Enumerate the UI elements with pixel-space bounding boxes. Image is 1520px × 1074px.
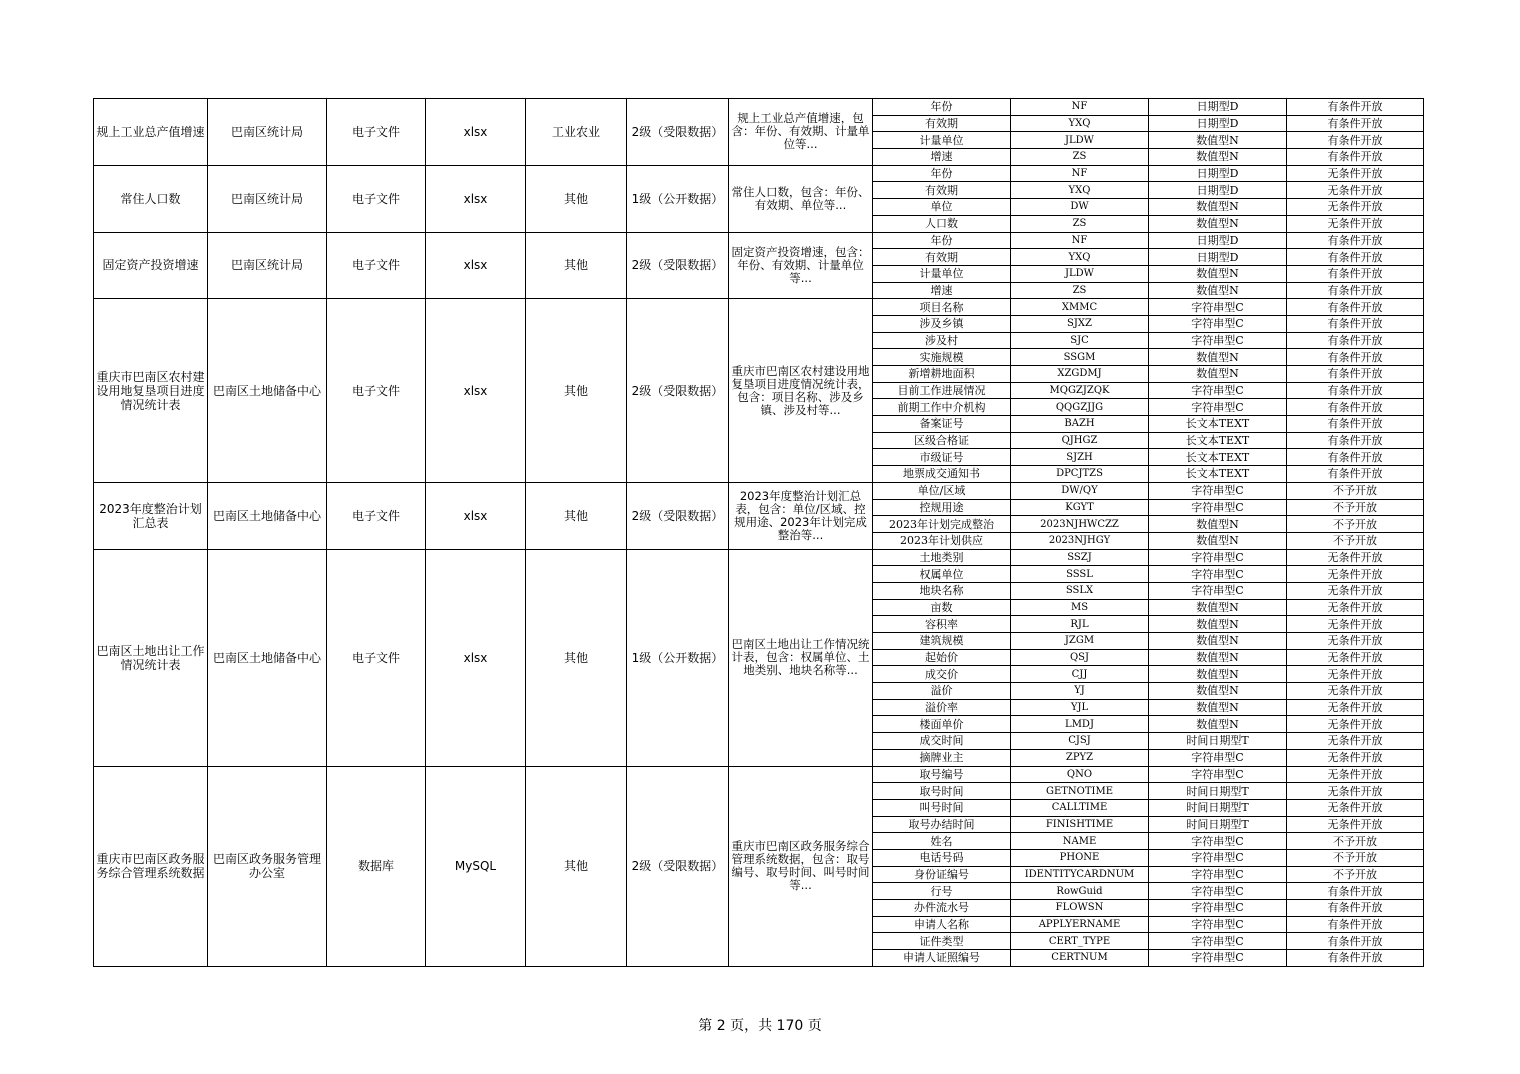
- field-name-cell: 成交价: [873, 666, 1011, 683]
- carrier-cell: 电子文件: [327, 299, 426, 483]
- format-cell: xlsx: [426, 232, 526, 299]
- field-code-cell: ZS: [1011, 149, 1149, 166]
- field-code-cell: QNO: [1011, 766, 1149, 783]
- carrier-cell: 电子文件: [327, 99, 426, 166]
- field-code-cell: SJC: [1011, 332, 1149, 349]
- field-type-cell: 时间日期型T: [1149, 733, 1287, 750]
- field-type-cell: 数值型N: [1149, 716, 1287, 733]
- field-code-cell: DW: [1011, 199, 1149, 216]
- category-cell: 其他: [526, 766, 627, 966]
- field-code-cell: JZGM: [1011, 633, 1149, 650]
- field-type-cell: 数值型N: [1149, 683, 1287, 700]
- field-code-cell: YXQ: [1011, 182, 1149, 199]
- field-code-cell: NF: [1011, 165, 1149, 182]
- level-cell: 2级（受限数据）: [627, 99, 729, 166]
- field-open-cell: 有条件开放: [1287, 416, 1424, 433]
- field-open-cell: 无条件开放: [1287, 566, 1424, 583]
- field-type-cell: 日期型D: [1149, 249, 1287, 266]
- level-cell: 1级（公开数据）: [627, 165, 729, 232]
- field-code-cell: FINISHTIME: [1011, 816, 1149, 833]
- level-cell: 2级（受限数据）: [627, 766, 729, 966]
- field-type-cell: 数值型N: [1149, 516, 1287, 533]
- page-footer: 第 2 页，共 170 页: [698, 1018, 822, 1034]
- field-type-cell: 数值型N: [1149, 132, 1287, 149]
- department-cell: 巴南区土地储备中心: [208, 482, 327, 549]
- dataset-name-cell: 2023年度整治计划汇总表: [94, 482, 208, 549]
- field-code-cell: IDENTITYCARDNUM: [1011, 866, 1149, 883]
- field-type-cell: 字符串型C: [1149, 883, 1287, 900]
- field-type-cell: 数值型N: [1149, 633, 1287, 650]
- field-type-cell: 字符串型C: [1149, 849, 1287, 866]
- table-row: [94, 165, 1424, 182]
- field-code-cell: NF: [1011, 99, 1149, 116]
- field-open-cell: 有条件开放: [1287, 132, 1424, 149]
- field-open-cell: 有条件开放: [1287, 249, 1424, 266]
- field-type-cell: 时间日期型T: [1149, 816, 1287, 833]
- summary-cell: 巴南区土地出让工作情况统计表，包含：权属单位、土地类别、地块名称等...: [729, 549, 873, 766]
- field-code-cell: BAZH: [1011, 416, 1149, 433]
- field-code-cell: RowGuid: [1011, 883, 1149, 900]
- field-name-cell: 申请人名称: [873, 916, 1011, 933]
- field-open-cell: 有条件开放: [1287, 349, 1424, 366]
- field-code-cell: GETNOTIME: [1011, 783, 1149, 800]
- field-open-cell: 无条件开放: [1287, 716, 1424, 733]
- field-open-cell: 不予开放: [1287, 849, 1424, 866]
- field-open-cell: 无条件开放: [1287, 599, 1424, 616]
- field-open-cell: 无条件开放: [1287, 549, 1424, 566]
- field-open-cell: 有条件开放: [1287, 99, 1424, 116]
- field-type-cell: 日期型D: [1149, 232, 1287, 249]
- field-name-cell: 项目名称: [873, 299, 1011, 316]
- field-open-cell: 不予开放: [1287, 532, 1424, 549]
- field-code-cell: ZS: [1011, 215, 1149, 232]
- field-open-cell: 无条件开放: [1287, 783, 1424, 800]
- field-name-cell: 有效期: [873, 115, 1011, 132]
- field-name-cell: 起始价: [873, 649, 1011, 666]
- field-type-cell: 日期型D: [1149, 115, 1287, 132]
- field-code-cell: LMDJ: [1011, 716, 1149, 733]
- field-open-cell: 有条件开放: [1287, 299, 1424, 316]
- level-cell: 1级（公开数据）: [627, 549, 729, 766]
- dataset-name-cell: 规上工业总产值增速: [94, 99, 208, 166]
- field-type-cell: 字符串型C: [1149, 382, 1287, 399]
- summary-cell: 重庆市巴南区政务服务综合管理系统数据，包含：取号编号、取号时间、叫号时间等...: [729, 766, 873, 966]
- field-code-cell: QJHGZ: [1011, 432, 1149, 449]
- field-type-cell: 时间日期型T: [1149, 783, 1287, 800]
- carrier-cell: 电子文件: [327, 165, 426, 232]
- field-open-cell: 无条件开放: [1287, 683, 1424, 700]
- field-type-cell: 数值型N: [1149, 349, 1287, 366]
- table-row: [94, 232, 1424, 249]
- department-cell: 巴南区政务服务管理办公室: [208, 766, 327, 966]
- field-code-cell: MS: [1011, 599, 1149, 616]
- field-open-cell: 有条件开放: [1287, 916, 1424, 933]
- field-type-cell: 数值型N: [1149, 149, 1287, 166]
- field-name-cell: 计量单位: [873, 132, 1011, 149]
- field-type-cell: 数值型N: [1149, 599, 1287, 616]
- carrier-cell: 数据库: [327, 766, 426, 966]
- field-type-cell: 字符串型C: [1149, 766, 1287, 783]
- dataset-name-cell: 固定资产投资增速: [94, 232, 208, 299]
- field-open-cell: 有条件开放: [1287, 232, 1424, 249]
- field-type-cell: 日期型D: [1149, 99, 1287, 116]
- field-name-cell: 目前工作进展情况: [873, 382, 1011, 399]
- field-open-cell: 有条件开放: [1287, 900, 1424, 917]
- field-code-cell: JLDW: [1011, 265, 1149, 282]
- field-type-cell: 日期型D: [1149, 182, 1287, 199]
- field-type-cell: 字符串型C: [1149, 332, 1287, 349]
- field-type-cell: 字符串型C: [1149, 399, 1287, 416]
- field-code-cell: 2023NJHGY: [1011, 532, 1149, 549]
- field-name-cell: 年份: [873, 99, 1011, 116]
- field-open-cell: 无条件开放: [1287, 633, 1424, 650]
- field-name-cell: 人口数: [873, 215, 1011, 232]
- field-name-cell: 增速: [873, 149, 1011, 166]
- field-name-cell: 新增耕地面积: [873, 366, 1011, 383]
- field-type-cell: 数值型N: [1149, 616, 1287, 633]
- department-cell: 巴南区土地储备中心: [208, 299, 327, 483]
- field-name-cell: 备案证号: [873, 416, 1011, 433]
- field-open-cell: 不予开放: [1287, 516, 1424, 533]
- field-type-cell: 长文本TEXT: [1149, 466, 1287, 483]
- field-code-cell: PHONE: [1011, 849, 1149, 866]
- department-cell: 巴南区统计局: [208, 165, 327, 232]
- field-type-cell: 长文本TEXT: [1149, 449, 1287, 466]
- field-name-cell: 申请人证照编号: [873, 950, 1011, 967]
- field-type-cell: 数值型N: [1149, 282, 1287, 299]
- field-open-cell: 有条件开放: [1287, 449, 1424, 466]
- table-row: [94, 766, 1424, 783]
- field-name-cell: 涉及村: [873, 332, 1011, 349]
- field-code-cell: 2023NJHWCZZ: [1011, 516, 1149, 533]
- field-type-cell: 数值型N: [1149, 366, 1287, 383]
- field-code-cell: RJL: [1011, 616, 1149, 633]
- summary-cell: 重庆市巴南区农村建设用地复垦项目进度情况统计表，包含：项目名称、涉及乡镇、涉及村等...: [729, 299, 873, 483]
- field-type-cell: 字符串型C: [1149, 315, 1287, 332]
- field-open-cell: 有条件开放: [1287, 332, 1424, 349]
- field-open-cell: 无条件开放: [1287, 799, 1424, 816]
- field-type-cell: 字符串型C: [1149, 933, 1287, 950]
- field-type-cell: 字符串型C: [1149, 482, 1287, 499]
- field-open-cell: 不予开放: [1287, 866, 1424, 883]
- field-open-cell: 有条件开放: [1287, 315, 1424, 332]
- field-code-cell: SJXZ: [1011, 315, 1149, 332]
- field-open-cell: 有条件开放: [1287, 950, 1424, 967]
- field-type-cell: 时间日期型T: [1149, 799, 1287, 816]
- field-open-cell: 有条件开放: [1287, 149, 1424, 166]
- field-type-cell: 数值型N: [1149, 699, 1287, 716]
- field-name-cell: 证件类型: [873, 933, 1011, 950]
- field-type-cell: 字符串型C: [1149, 299, 1287, 316]
- field-name-cell: 有效期: [873, 249, 1011, 266]
- field-name-cell: 年份: [873, 232, 1011, 249]
- field-name-cell: 取号编号: [873, 766, 1011, 783]
- category-cell: 其他: [526, 232, 627, 299]
- field-type-cell: 字符串型C: [1149, 749, 1287, 766]
- field-code-cell: YJL: [1011, 699, 1149, 716]
- field-code-cell: QQGZJJG: [1011, 399, 1149, 416]
- field-open-cell: 无条件开放: [1287, 666, 1424, 683]
- field-open-cell: 有条件开放: [1287, 399, 1424, 416]
- field-code-cell: CJJ: [1011, 666, 1149, 683]
- field-code-cell: YXQ: [1011, 115, 1149, 132]
- category-cell: 其他: [526, 299, 627, 483]
- field-code-cell: XZGDMJ: [1011, 366, 1149, 383]
- field-open-cell: 不予开放: [1287, 482, 1424, 499]
- level-cell: 2级（受限数据）: [627, 232, 729, 299]
- carrier-cell: 电子文件: [327, 482, 426, 549]
- field-name-cell: 单位: [873, 199, 1011, 216]
- field-name-cell: 前期工作中介机构: [873, 399, 1011, 416]
- field-open-cell: 有条件开放: [1287, 432, 1424, 449]
- department-cell: 巴南区土地储备中心: [208, 549, 327, 766]
- field-type-cell: 数值型N: [1149, 532, 1287, 549]
- field-open-cell: 有条件开放: [1287, 366, 1424, 383]
- field-name-cell: 姓名: [873, 833, 1011, 850]
- dataset-name-cell: 常住人口数: [94, 165, 208, 232]
- field-code-cell: NF: [1011, 232, 1149, 249]
- field-name-cell: 区级合格证: [873, 432, 1011, 449]
- field-code-cell: CJSJ: [1011, 733, 1149, 750]
- category-cell: 工业农业: [526, 99, 627, 166]
- field-code-cell: CERT_TYPE: [1011, 933, 1149, 950]
- field-open-cell: 不予开放: [1287, 499, 1424, 516]
- field-type-cell: 数值型N: [1149, 265, 1287, 282]
- dataset-name-cell: 重庆市巴南区农村建设用地复垦项目进度情况统计表: [94, 299, 208, 483]
- field-type-cell: 字符串型C: [1149, 833, 1287, 850]
- field-name-cell: 计量单位: [873, 265, 1011, 282]
- format-cell: xlsx: [426, 299, 526, 483]
- field-code-cell: SSSL: [1011, 566, 1149, 583]
- field-name-cell: 土地类别: [873, 549, 1011, 566]
- field-type-cell: 字符串型C: [1149, 582, 1287, 599]
- department-cell: 巴南区统计局: [208, 232, 327, 299]
- field-type-cell: 字符串型C: [1149, 900, 1287, 917]
- field-code-cell: ZPYZ: [1011, 749, 1149, 766]
- field-type-cell: 字符串型C: [1149, 566, 1287, 583]
- field-open-cell: 无条件开放: [1287, 165, 1424, 182]
- field-name-cell: 2023年计划完成整治: [873, 516, 1011, 533]
- field-type-cell: 长文本TEXT: [1149, 416, 1287, 433]
- field-name-cell: 权属单位: [873, 566, 1011, 583]
- field-type-cell: 字符串型C: [1149, 950, 1287, 967]
- field-name-cell: 市级证号: [873, 449, 1011, 466]
- field-name-cell: 地票成交通知书: [873, 466, 1011, 483]
- field-name-cell: 涉及乡镇: [873, 315, 1011, 332]
- format-cell: xlsx: [426, 99, 526, 166]
- field-name-cell: 电话号码: [873, 849, 1011, 866]
- field-name-cell: 行号: [873, 883, 1011, 900]
- field-type-cell: 数值型N: [1149, 199, 1287, 216]
- summary-cell: 规上工业总产值增速，包含：年份、有效期、计量单位等...: [729, 99, 873, 166]
- field-open-cell: 有条件开放: [1287, 933, 1424, 950]
- field-name-cell: 溢价: [873, 683, 1011, 700]
- field-code-cell: XMMC: [1011, 299, 1149, 316]
- dataset-name-cell: 重庆市巴南区政务服务综合管理系统数据: [94, 766, 208, 966]
- field-code-cell: APPLYERNAME: [1011, 916, 1149, 933]
- field-code-cell: FLOWSN: [1011, 900, 1149, 917]
- table-row: [94, 482, 1424, 499]
- table-row: [94, 299, 1424, 316]
- field-name-cell: 亩数: [873, 599, 1011, 616]
- field-code-cell: MQGZJZQK: [1011, 382, 1149, 399]
- field-open-cell: 无条件开放: [1287, 215, 1424, 232]
- level-cell: 2级（受限数据）: [627, 482, 729, 549]
- field-name-cell: 容积率: [873, 616, 1011, 633]
- field-open-cell: 无条件开放: [1287, 582, 1424, 599]
- field-name-cell: 取号时间: [873, 783, 1011, 800]
- field-name-cell: 地块名称: [873, 582, 1011, 599]
- category-cell: 其他: [526, 482, 627, 549]
- field-type-cell: 长文本TEXT: [1149, 432, 1287, 449]
- field-name-cell: 身份证编号: [873, 866, 1011, 883]
- field-name-cell: 控规用途: [873, 499, 1011, 516]
- field-type-cell: 字符串型C: [1149, 866, 1287, 883]
- field-name-cell: 有效期: [873, 182, 1011, 199]
- category-cell: 其他: [526, 165, 627, 232]
- field-open-cell: 无条件开放: [1287, 649, 1424, 666]
- field-code-cell: CALLTIME: [1011, 799, 1149, 816]
- format-cell: xlsx: [426, 165, 526, 232]
- carrier-cell: 电子文件: [327, 232, 426, 299]
- field-open-cell: 无条件开放: [1287, 749, 1424, 766]
- format-cell: xlsx: [426, 549, 526, 766]
- summary-cell: 常住人口数，包含：年份、有效期、单位等...: [729, 165, 873, 232]
- field-code-cell: SSZJ: [1011, 549, 1149, 566]
- field-code-cell: YXQ: [1011, 249, 1149, 266]
- catalog-table: [93, 98, 1424, 967]
- field-name-cell: 2023年计划供应: [873, 532, 1011, 549]
- field-name-cell: 增速: [873, 282, 1011, 299]
- level-cell: 2级（受限数据）: [627, 299, 729, 483]
- field-code-cell: ZS: [1011, 282, 1149, 299]
- field-name-cell: 取号办结时间: [873, 816, 1011, 833]
- carrier-cell: 电子文件: [327, 549, 426, 766]
- field-code-cell: SSGM: [1011, 349, 1149, 366]
- field-code-cell: JLDW: [1011, 132, 1149, 149]
- field-code-cell: NAME: [1011, 833, 1149, 850]
- field-open-cell: 有条件开放: [1287, 265, 1424, 282]
- field-type-cell: 数值型N: [1149, 649, 1287, 666]
- field-name-cell: 单位/区域: [873, 482, 1011, 499]
- field-name-cell: 办件流水号: [873, 900, 1011, 917]
- field-type-cell: 字符串型C: [1149, 916, 1287, 933]
- field-open-cell: 有条件开放: [1287, 382, 1424, 399]
- field-code-cell: CERTNUM: [1011, 950, 1149, 967]
- table-row: [94, 549, 1424, 566]
- field-name-cell: 实施规模: [873, 349, 1011, 366]
- field-name-cell: 年份: [873, 165, 1011, 182]
- field-type-cell: 数值型N: [1149, 215, 1287, 232]
- field-open-cell: 无条件开放: [1287, 733, 1424, 750]
- field-open-cell: 有条件开放: [1287, 466, 1424, 483]
- field-open-cell: 有条件开放: [1287, 282, 1424, 299]
- format-cell: xlsx: [426, 482, 526, 549]
- field-name-cell: 摘牌业主: [873, 749, 1011, 766]
- field-code-cell: YJ: [1011, 683, 1149, 700]
- field-open-cell: 有条件开放: [1287, 883, 1424, 900]
- field-open-cell: 无条件开放: [1287, 616, 1424, 633]
- table-row: [94, 99, 1424, 116]
- field-code-cell: DW/QY: [1011, 482, 1149, 499]
- field-open-cell: 不予开放: [1287, 833, 1424, 850]
- dataset-name-cell: 巴南区土地出让工作情况统计表: [94, 549, 208, 766]
- field-open-cell: 无条件开放: [1287, 816, 1424, 833]
- field-code-cell: SJZH: [1011, 449, 1149, 466]
- field-open-cell: 无条件开放: [1287, 182, 1424, 199]
- field-type-cell: 字符串型C: [1149, 549, 1287, 566]
- field-code-cell: KGYT: [1011, 499, 1149, 516]
- field-open-cell: 无条件开放: [1287, 766, 1424, 783]
- field-name-cell: 成交时间: [873, 733, 1011, 750]
- category-cell: 其他: [526, 549, 627, 766]
- field-name-cell: 楼面单价: [873, 716, 1011, 733]
- field-type-cell: 字符串型C: [1149, 499, 1287, 516]
- field-type-cell: 日期型D: [1149, 165, 1287, 182]
- department-cell: 巴南区统计局: [208, 99, 327, 166]
- format-cell: MySQL: [426, 766, 526, 966]
- field-name-cell: 溢价率: [873, 699, 1011, 716]
- field-type-cell: 数值型N: [1149, 666, 1287, 683]
- field-open-cell: 有条件开放: [1287, 115, 1424, 132]
- field-open-cell: 无条件开放: [1287, 699, 1424, 716]
- field-name-cell: 叫号时间: [873, 799, 1011, 816]
- summary-cell: 固定资产投资增速，包含：年份、有效期、计量单位等...: [729, 232, 873, 299]
- field-open-cell: 无条件开放: [1287, 199, 1424, 216]
- field-code-cell: DPCJTZS: [1011, 466, 1149, 483]
- summary-cell: 2023年度整治计划汇总表，包含：单位/区域、控规用途、2023年计划完成整治等...: [729, 482, 873, 549]
- field-name-cell: 建筑规模: [873, 633, 1011, 650]
- field-code-cell: QSJ: [1011, 649, 1149, 666]
- field-code-cell: SSLX: [1011, 582, 1149, 599]
